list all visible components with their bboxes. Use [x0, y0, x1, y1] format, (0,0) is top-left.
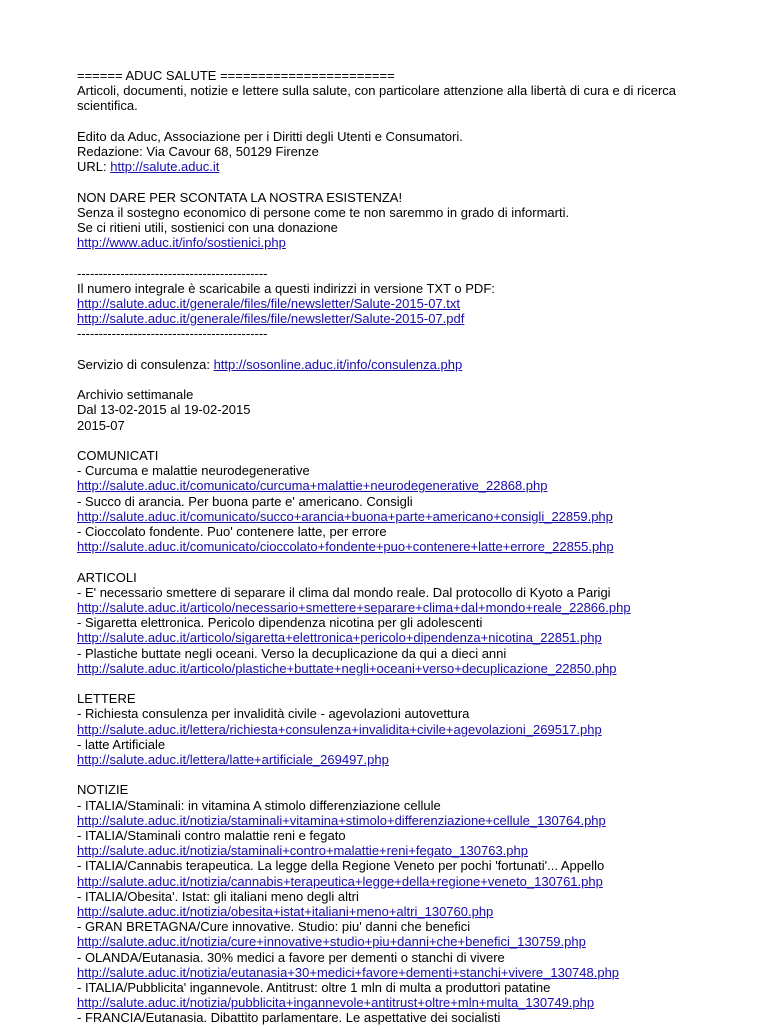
item-title: - latte Artificiale — [77, 736, 166, 752]
item-title: - Curcuma e malattie neurodegenerative — [77, 463, 310, 479]
item-link[interactable]: http://salute.aduc.it/notizia/staminali+contro+malattie+reni+fegato_130763.php — [77, 843, 528, 859]
item-link[interactable]: http://salute.aduc.it/comunicato/curcuma+malattie+neurodegenerative_22868.php — [77, 478, 548, 494]
sections-container — [77, 433, 696, 1026]
site-url-line — [77, 159, 696, 174]
item-title: - FRANCIA/Eutanasia. Dibattito parlamentare. Le aspettative dei socialisti — [77, 1010, 501, 1026]
download-text: Il numero integrale è scaricabile a questi indirizzi in versione TXT o PDF: — [77, 280, 495, 296]
item-title: - GRAN BRETAGNA/Cure innovative. Studio: piu' danni che benefici — [77, 919, 471, 935]
office-address: Redazione: Via Cavour 68, 50129 Firenze — [77, 144, 319, 159]
item-title: - Plastiche buttate negli oceani. Verso la decuplicazione da qui a dieci anni — [77, 645, 507, 661]
item-title: - Cioccolato fondente. Puo' contenere latte, per errore — [77, 524, 387, 539]
support-title: NON DARE PER SCONTATA LA NOSTRA ESISTENZA! — [77, 189, 403, 205]
item-title: - OLANDA/Eutanasia. 30% medici a favore per dementi o stanchi di vivere — [77, 949, 505, 965]
download-pdf-link[interactable]: http://salute.aduc.it/generale/files/file/newsletter/Salute-2015-07.pdf — [77, 311, 465, 327]
download-txt-link[interactable]: http://salute.aduc.it/generale/files/file/newsletter/Salute-2015-07.txt — [77, 296, 460, 311]
item-title: - ITALIA/Cannabis terapeutica. La legge della Regione Veneto per pochi 'fortunati'... Appello — [77, 858, 605, 874]
item-title: - ITALIA/Staminali contro malattie reni e fegato — [77, 828, 346, 844]
archive-issue: 2015-07 — [77, 417, 125, 433]
item-link[interactable]: http://salute.aduc.it/notizia/obesita+istat+italiani+meno+altri_130760.php — [77, 904, 494, 920]
item-link[interactable]: http://salute.aduc.it/notizia/eutanasia+30+medici+favore+dementi+stanchi+vivere_130748.php — [77, 964, 620, 980]
section-heading: COMUNICATI — [77, 447, 159, 463]
item-title: - ITALIA/Obesita'. Istat: gli italiani meno degli altri — [77, 888, 359, 904]
item-title: - Sigaretta elettronica. Pericolo dipendenza nicotina per gli adolescenti — [77, 615, 483, 631]
item-title: - Succo di arancia. Per buona parte e' americano. Consigli — [77, 493, 413, 509]
publisher: Edito da Aduc, Associazione per i Diritti degli Utenti e Consumatori. — [77, 128, 463, 144]
item-link[interactable]: http://salute.aduc.it/comunicato/succo+arancia+buona+parte+americano+consigli_22859.php — [77, 508, 613, 524]
item-link[interactable]: http://salute.aduc.it/notizia/staminali+vitamina+stimolo+differenziazione+cellule_130764.php — [77, 812, 606, 828]
item-link[interactable]: http://salute.aduc.it/notizia/pubblicita+ingannevole+antitrust+oltre+mln+multa_130749.php — [77, 995, 595, 1011]
item-link[interactable]: http://salute.aduc.it/articolo/necessario+smettere+separare+clima+dal+mondo+reale_22866.php — [77, 600, 631, 615]
separator-bottom: -------------------------------------------- — [77, 326, 268, 342]
archive-range: Dal 13-02-2015 al 19-02-2015 — [77, 402, 251, 418]
donation-link[interactable]: http://www.aduc.it/info/sostienici.php — [77, 235, 286, 251]
separator-top: -------------------------------------------- — [77, 265, 268, 281]
consulting-label: Servizio di consulenza: — [77, 356, 214, 372]
item-title: - E' necessario smettere di separare il clima dal mondo reale. Dal protocollo di Kyoto a Parigi — [77, 584, 611, 600]
item-link[interactable]: http://salute.aduc.it/notizia/cure+innovative+studio+piu+danni+che+benefici_130759.php — [77, 934, 586, 950]
section-heading: ARTICOLI — [77, 569, 137, 585]
item-link[interactable]: http://salute.aduc.it/articolo/sigaretta+elettronica+pericolo+dipendenza+nicotina_22851.php — [77, 630, 602, 646]
archive-title: Archivio settimanale — [77, 387, 194, 403]
site-url-link[interactable]: http://salute.aduc.it — [110, 159, 220, 175]
item-link[interactable]: http://salute.aduc.it/lettera/richiesta+consulenza+invalidita+civile+agevolazioni_269517.php — [77, 721, 602, 737]
support-line-2: Se ci ritieni utili, sostienici con una donazione — [77, 220, 338, 235]
support-line-1: Senza il sostegno economico di persone come te non saremmo in grado di informarti. — [77, 204, 570, 220]
consulting-line — [77, 357, 696, 372]
subtitle: Articoli, documenti, notizie e lettere sulla salute, con particolare attenzione alla libertà di cura e di ricerca scientifica. — [77, 83, 677, 114]
item-title: - Richiesta consulenza per invalidità civile - agevolazioni autovettura — [77, 706, 470, 722]
item-link[interactable]: http://salute.aduc.it/notizia/cannabis+terapeutica+legge+della+regione+veneto_130761.php — [77, 873, 603, 889]
section-heading: NOTIZIE — [77, 782, 129, 798]
item-title: - ITALIA/Pubblicita' ingannevole. Antitrust: oltre 1 mln di multa a produttori patatine — [77, 980, 551, 996]
banner: ====== ADUC SALUTE ======================= — [77, 68, 395, 83]
item-link[interactable]: http://salute.aduc.it/lettera/latte+artificiale_269497.php — [77, 752, 389, 768]
item-link[interactable]: http://salute.aduc.it/comunicato/cioccolato+fondente+puo+contenere+latte+errore_22855.php — [77, 539, 614, 555]
section-heading: LETTERE — [77, 691, 136, 707]
consulting-link[interactable]: http://sosonline.aduc.it/info/consulenza.php — [213, 356, 463, 372]
item-link[interactable]: http://salute.aduc.it/articolo/plastiche+buttate+negli+oceani+verso+decuplicazione_22850.php — [77, 660, 617, 676]
item-title: - ITALIA/Staminali: in vitamina A stimolo differenziazione cellule — [77, 797, 441, 813]
url-label: URL: — [77, 159, 111, 175]
